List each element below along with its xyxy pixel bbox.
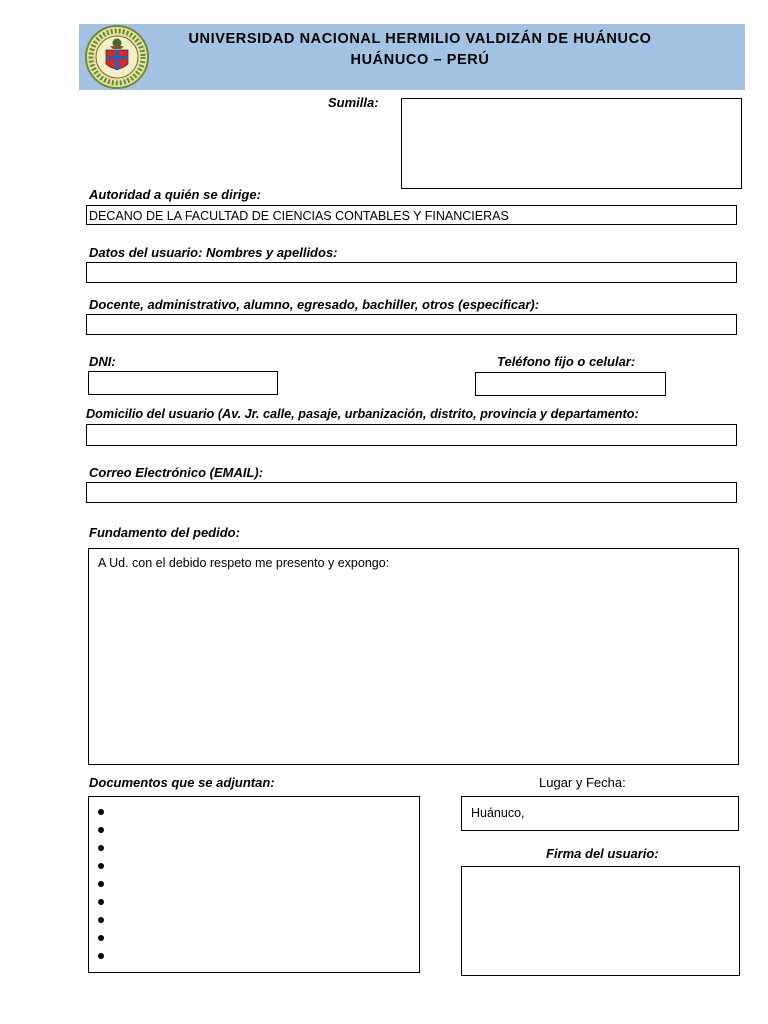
documento-item[interactable] [89,839,419,857]
documento-item[interactable] [89,911,419,929]
documentos-field[interactable] [88,796,420,973]
fundamento-label: Fundamento del pedido: [89,525,240,540]
documento-item[interactable] [89,947,419,965]
university-seal-icon [84,24,150,90]
datos-usuario-label: Datos del usuario: Nombres y apellidos: [89,245,338,260]
domicilio-label: Domicilio del usuario (Av. Jr. calle, pasaje, urbanización, distrito, provincia y departamento: [86,407,639,421]
firma-label: Firma del usuario: [546,846,659,861]
documento-item[interactable] [89,857,419,875]
dni-label: DNI: [89,354,116,369]
documentos-list [89,803,419,965]
firma-field[interactable] [461,866,740,976]
fundamento-field[interactable] [88,548,739,765]
autoridad-field[interactable] [86,205,737,225]
correo-label: Correo Electrónico (EMAIL): [89,465,264,480]
telefono-field[interactable] [475,372,666,396]
condicion-field[interactable] [86,314,737,335]
domicilio-field[interactable] [86,424,737,446]
datos-usuario-field[interactable] [86,262,737,283]
documento-item[interactable] [89,893,419,911]
lugar-fecha-field[interactable] [461,796,739,831]
university-name: UNIVERSIDAD NACIONAL HERMILIO VALDIZÁN DE HUÁNUCO [188,31,652,47]
autoridad-label: Autoridad a quién se dirige: [89,187,261,202]
correo-field[interactable] [86,482,737,503]
autoridad-value: DECANO DE LA FACULTAD DE CIENCIAS CONTABLES Y FINANCIERAS [89,209,509,223]
dni-field[interactable] [88,371,278,395]
sumilla-label: Sumilla: [328,95,379,110]
fundamento-value: A Ud. con el debido respeto me presento y expongo: [98,556,390,570]
sumilla-field[interactable] [401,98,742,189]
telefono-label: Teléfono fijo o celular: [497,354,636,369]
documento-item[interactable] [89,803,419,821]
documento-item[interactable] [89,929,419,947]
lugar-fecha-value: Huánuco, [471,806,525,820]
university-location: HUÁNUCO – PERÚ [350,52,490,68]
lugar-fecha-label: Lugar y Fecha: [539,775,626,790]
documentos-label: Documentos que se adjuntan: [89,775,275,790]
condicion-label: Docente, administrativo, alumno, egresado, bachiller, otros (especificar): [89,297,540,312]
documento-item[interactable] [89,821,419,839]
documento-item[interactable] [89,875,419,893]
